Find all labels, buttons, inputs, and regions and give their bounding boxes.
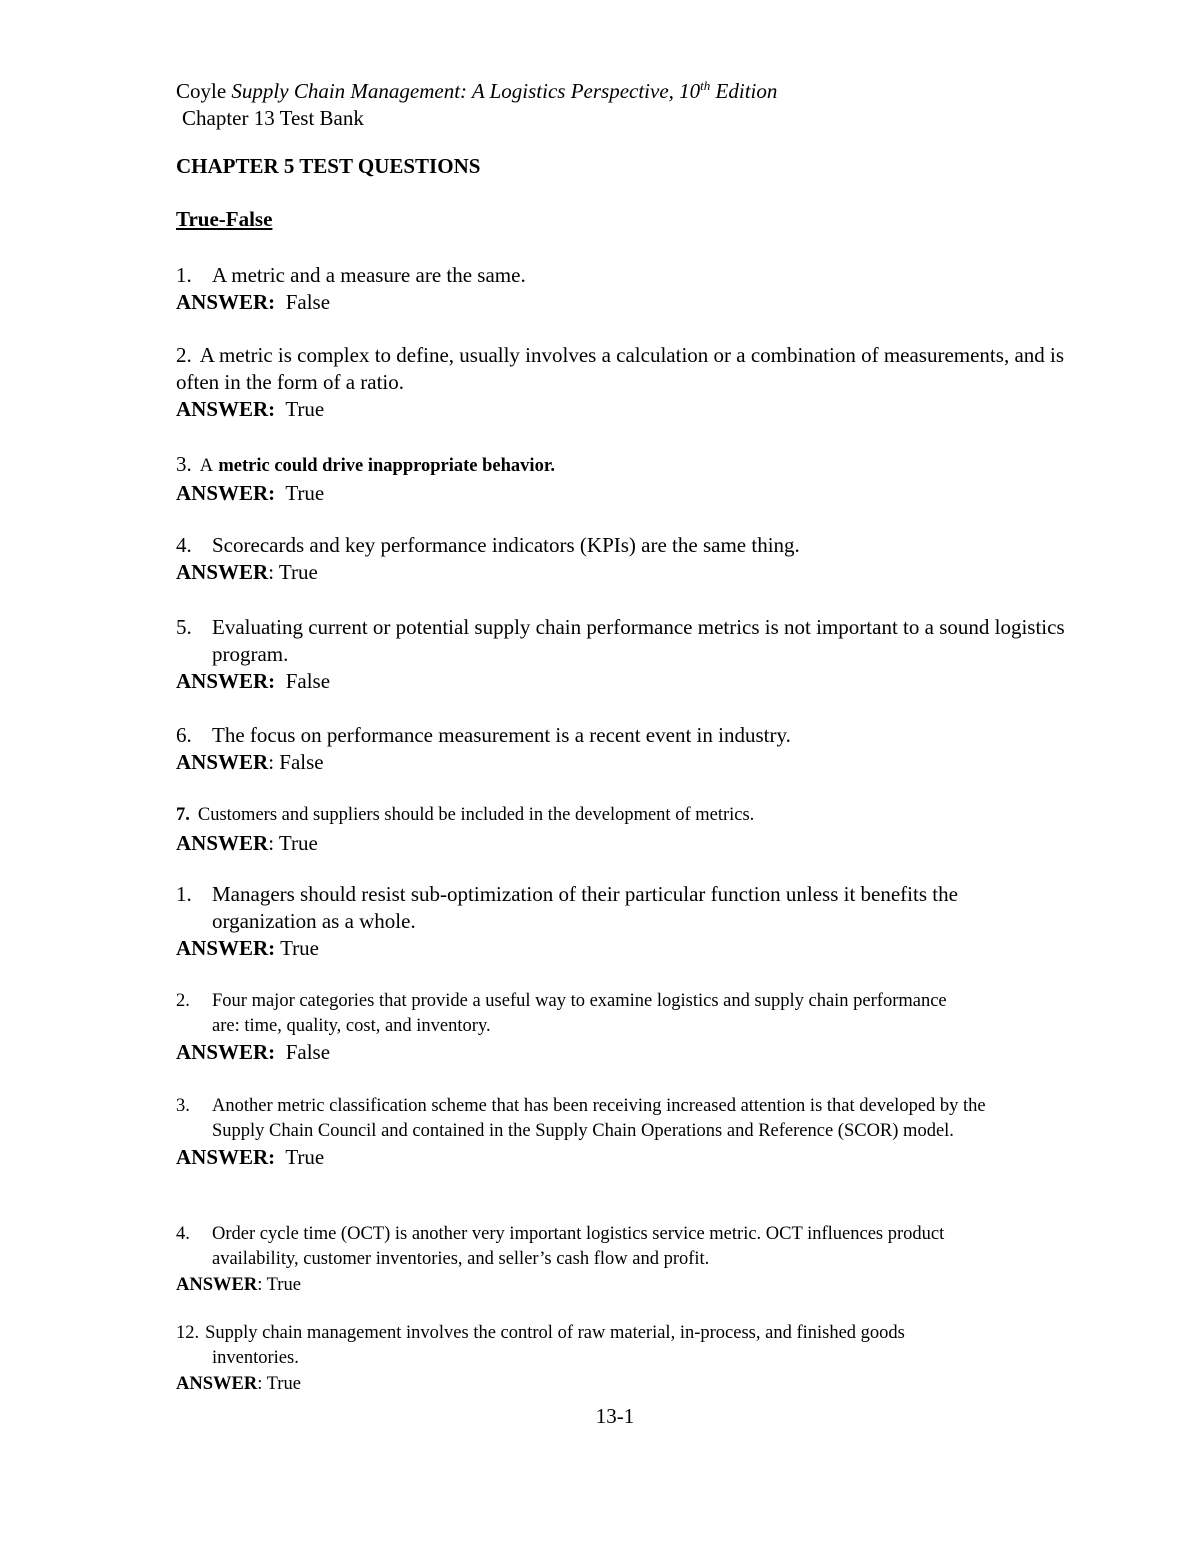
question-number: 5. [176,615,192,639]
question-text: Customers and suppliers should be included in the development of metrics. [197,805,755,825]
question-item [176,989,976,1066]
question-number: 6. [176,723,192,747]
answer-value: : False [268,750,324,774]
question-item [176,881,1066,962]
question-number: 4. [176,533,192,557]
answer-line [176,396,1066,423]
answer-line [176,668,1066,695]
answer-line [176,830,1066,857]
question-text: A metric is complex to define, usually involves a calculation or a combination of measurements, and is often in the form of a ratio. [176,343,1065,394]
question-text-prefix: A [199,456,214,476]
question-text: Evaluating current or potential supply chain performance metrics is not important to a sound logistics program. [212,615,1065,666]
question-text: A metric and a measure are the same. [212,263,526,287]
answer-line [176,1039,976,1066]
answer-label: ANSWER: [176,936,276,960]
page-number: 13-1 [595,1404,635,1428]
answer-value: : True [257,1374,301,1394]
question-number: 2. [176,991,190,1011]
answer-value: False [285,1040,331,1064]
answer-value: False [285,290,331,314]
answer-label: ANSWER: [176,397,276,421]
question-number: 3. [176,452,192,476]
answer-line [176,1371,976,1398]
question-item [176,532,1066,586]
answer-line [176,480,1066,507]
answer-label: ANSWER [176,831,269,855]
question-text: Order cycle time (OCT) is another very important logistics service metric. OCT influences product availability, customer inventories, and seller’s cash flow and profit. [212,1224,945,1269]
header-book-title: Supply Chain Management: A Logistics Perspective, 10 [231,79,701,103]
header-author: Coyle [176,79,227,103]
header-edition: Edition [715,79,778,103]
question-number: 12. [176,1323,200,1343]
chapter-heading: CHAPTER 5 TEST QUESTIONS [176,154,481,178]
question-item [176,451,1066,507]
answer-value: : True [268,560,318,584]
document-header [176,72,777,132]
answer-label: ANSWER [176,560,269,584]
answer-value: False [285,669,331,693]
answer-line [176,749,1066,776]
question-number: 1. [176,263,192,287]
question-number: 7. [176,805,190,825]
answer-line [176,1272,1006,1299]
answer-label: ANSWER [176,750,269,774]
question-text: Managers should resist sub-optimization of their particular function unless it benefits the organization as a whole. [212,882,958,933]
question-item [176,722,1066,776]
answer-label: ANSWER: [176,669,276,693]
question-number: 3. [176,1096,190,1116]
question-number: 2. [176,343,192,367]
question-item [176,262,1066,316]
question-text: Another metric classification scheme that has been receiving increased attention is that developed by the Supply Chain Council and contained in the Supply Chain Operations and Reference (SCOR) model. [212,1096,986,1141]
answer-value: True [285,1145,325,1169]
question-text: Scorecards and key performance indicators (KPIs) are the same thing. [212,533,800,557]
question-number: 4. [176,1224,190,1244]
question-item [176,1222,1006,1299]
question-text: Four major categories that provide a useful way to examine logistics and supply chain performance are: time, quality, cost, and inventory. [212,991,947,1036]
answer-label: ANSWER: [176,1040,276,1064]
question-text: Supply chain management involves the control of raw material, in-process, and finished goods inventories. [205,1323,905,1368]
answer-value: True [285,481,325,505]
header-superscript: th [700,78,711,93]
header-title-line [176,72,777,105]
answer-value: : True [268,831,318,855]
answer-value: : True [257,1275,301,1295]
answer-label: ANSWER: [176,1145,276,1169]
answer-label: ANSWER: [176,481,276,505]
question-item [176,803,1066,857]
question-number: 1. [176,882,192,906]
answer-label: ANSWER: [176,290,276,314]
header-subtitle: Chapter 13 Test Bank [182,106,364,130]
question-text: The focus on performance measurement is a recent event in industry. [212,723,791,747]
answer-line [176,935,1066,962]
answer-value: True [280,936,319,960]
section-heading: True-False [176,207,273,231]
answer-line [176,559,1066,586]
answer-line [176,1144,1006,1171]
answer-label: ANSWER [176,1374,258,1394]
question-item [176,1094,1006,1171]
question-item [176,614,1066,695]
question-text: metric could drive inappropriate behavior. [218,456,555,476]
question-item [176,1321,976,1398]
answer-value: True [285,397,325,421]
question-item [176,342,1066,423]
answer-line [176,289,1066,316]
answer-label: ANSWER [176,1275,258,1295]
